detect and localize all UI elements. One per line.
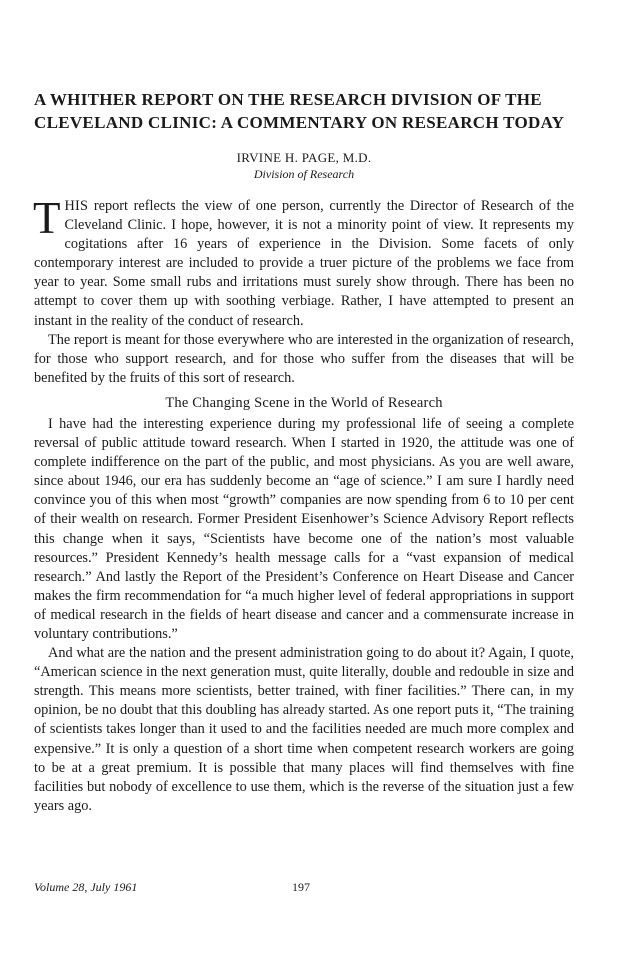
paragraph-2: The report is meant for those everywhere who are interested in the organization of research, for those who support research, and for those who suffer from the diseases that will be benefited by the fruits of this sort of research. <box>34 331 574 386</box>
author-affiliation: Division of Research <box>253 167 355 181</box>
drop-cap: T <box>33 193 61 243</box>
author-name: IRVINE H. PAGE, M.D. <box>236 150 372 165</box>
paragraph-4: And what are the nation and the present administration going to do about it? Again, I quote, “American science in the next generation must, quite literally, double and redouble in size and strength. This means more scientists, better trained, with finer facilities.” There can, in my opinion, be no doubt that this doubling has already started. As one report puts it, “The training of scientists takes longer than it used to and the facilities needed are much more complex and expensive.” It is only a question of a short time when competent research workers are going to be at a great premium. It is possible that many places will find themselves with fine facilities but nobody of excellence to use them, which is the reverse of the situation just a few years ago. <box>34 645 574 814</box>
page-number: 197 <box>292 880 310 894</box>
article-title: A WHITHER REPORT ON THE RESEARCH DIVISION OF THE CLEVELAND CLINIC: A COMMENTARY ON RESEARCH TODAY <box>34 90 565 132</box>
paragraph-3: I have had the interesting experience during my professional life of seeing a complete reversal of public attitude toward research. When I started in 1920, the attitude was one of complete indifference on the part of the public, and most physicians. As you are well aware, since about 1946, our era has suddenly become an “age of science.” I am sure I hardly need convince you of this when most “growth” companies are now spending from 6 to 10 per cent of their wealth on research. Former President Eisenhower’s Science Advisory Report reflects this change when it says, “Scientists have become one of the nation’s most valuable resources.” President Kennedy’s health message calls for a “vast expansion of medical research.” And lastly the Report of the President’s Conference on Heart Disease and Cancer makes the firm recommendation for “a much higher level of federal appropriations in support of medical research in the fields of heart disease and cancer and a commensurate increase in voluntary contributions.” <box>34 415 574 642</box>
journal-citation: Volume 28, July 1961 <box>34 880 138 894</box>
paragraph-1 <box>33 193 574 331</box>
article-body <box>33 193 574 816</box>
section-heading: The Changing Scene in the World of Research <box>165 394 443 411</box>
lead-in-caps: HIS <box>64 198 89 214</box>
paragraph-1-text: report reflects the view of one person, currently the Director of Research of the Cleveland Clinic. I hope, however, it is not a minority point of view. It represents my cogitations after 16 years of experience in the Division. Some facets of only contemporary interest are included to provide a truer picture of the problems we face from year to year. Some small rubs and irritations must surely show through. There has been no attempt to cover them up with soothing verbiage. Rather, I have attempted to present an instant in the reality of the conduct of research. <box>34 198 574 329</box>
